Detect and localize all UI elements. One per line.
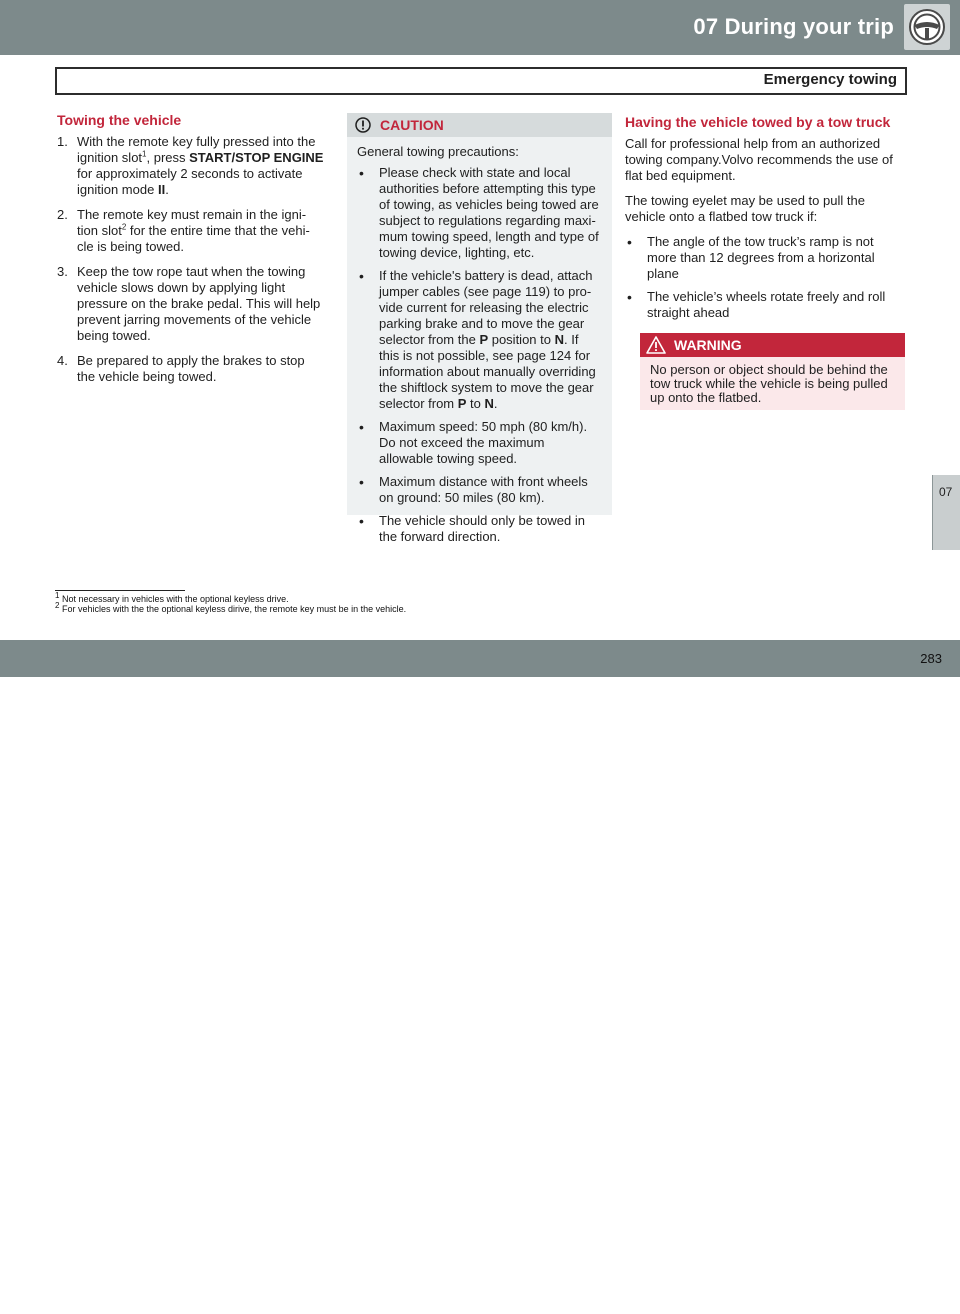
step-text: , press xyxy=(146,150,190,165)
footnote-1 xyxy=(55,591,289,604)
section-bar xyxy=(55,67,907,95)
bullet-text: Maximum speed: 50 mph (80 km/h). Do not exceed the maximum allowable towing speed. xyxy=(379,419,588,466)
warning-box xyxy=(640,333,905,410)
bullet-text: . xyxy=(493,396,498,411)
bullet-text: to xyxy=(466,396,485,411)
gear-letter: P xyxy=(457,396,467,411)
caution-list xyxy=(357,165,602,545)
gear-letter: N xyxy=(554,332,564,347)
bullet-text: The vehicle should only be towed in the forward direction. xyxy=(379,513,585,544)
tow-truck-paragraph-1: Call for professional help from an authorized towing company.Volvo recommends the use of flat bed equipment. xyxy=(625,136,893,183)
bullet-text: If the vehicle's battery is dead, attach jumper cables (see page 119) to pro-vide current for releasing the electric parking brake and to move the gear selector from the xyxy=(379,268,593,347)
bullet-text: The vehicle’s wheels rotate freely and roll straight ahead xyxy=(647,289,886,320)
list-item xyxy=(357,419,602,467)
step-emphasis: START/STOP ENGINE xyxy=(189,150,324,165)
list-item xyxy=(57,264,325,344)
gear-letter: P xyxy=(479,332,489,347)
bullet-dot: • xyxy=(359,268,364,284)
footnote-text: For vehicles with the the optional keyless dirive, the remote key must be in the vehicle. xyxy=(61,604,407,614)
bullet-text: Maximum distance with front wheels on ground: 50 miles (80 km). xyxy=(379,474,588,505)
tow-truck-paragraph-2: The towing eyelet may be used to pull the vehicle onto a flatbed tow truck if: xyxy=(625,193,865,224)
exclamation-icon xyxy=(355,117,371,133)
tow-truck-conditions xyxy=(625,234,905,321)
bullet-text: . If this is not possible, see page 124 for information about manually overriding the shiftlock system to move the gear selector from xyxy=(379,332,596,411)
caution-box xyxy=(347,113,612,544)
step-number: 1. xyxy=(57,134,68,149)
caution-title: CAUTION xyxy=(380,117,444,133)
tow-truck-heading: Having the vehicle towed by a tow truck xyxy=(625,114,891,130)
footnote-2 xyxy=(55,601,407,614)
list-item xyxy=(357,513,602,545)
step-text: for approximately 2 seconds to activate ignition mode xyxy=(77,166,303,197)
bullet-dot: • xyxy=(359,474,364,490)
towing-section xyxy=(57,112,325,394)
footnote-divider xyxy=(55,590,185,591)
step-text: . xyxy=(165,182,169,197)
footnote-ref: 1 xyxy=(142,149,147,159)
step-text: Be prepared to apply the brakes to stop the vehicle being towed. xyxy=(77,353,305,384)
list-item xyxy=(57,134,325,198)
towing-heading: Towing the vehicle xyxy=(57,112,182,128)
header-bar xyxy=(0,0,960,55)
list-item xyxy=(357,268,602,412)
steering-wheel-icon xyxy=(904,4,950,50)
bullet-dot: • xyxy=(359,165,364,181)
list-item xyxy=(57,207,325,255)
step-text: The remote key must remain in the igni-tion slot xyxy=(77,207,307,238)
step-text: Keep the tow rope taut when the towing vehicle slows down by applying light pressure on the brake pedal. This will help prevent jarring movements of the vehicle being towed. xyxy=(77,264,321,343)
list-item xyxy=(625,289,905,321)
bullet-dot: • xyxy=(627,234,632,250)
step-number: 2. xyxy=(57,207,68,222)
list-item xyxy=(57,353,325,385)
chapter-tab xyxy=(932,475,960,550)
caution-body xyxy=(347,137,612,545)
bullet-text: position to xyxy=(488,332,555,347)
tow-truck-section xyxy=(625,114,905,328)
step-number: 3. xyxy=(57,264,68,279)
warning-triangle-icon xyxy=(646,336,666,354)
footnote-mark: 2 xyxy=(55,601,60,610)
caution-header xyxy=(347,113,612,137)
step-text: With the remote key fully pressed into the ignition slot xyxy=(77,134,316,165)
caution-intro: General towing precautions: xyxy=(357,144,519,159)
chapter-icon-box xyxy=(904,4,950,50)
bullet-dot: • xyxy=(627,289,632,305)
list-item xyxy=(357,474,602,506)
warning-title: WARNING xyxy=(674,337,742,353)
footnote-mark: 1 xyxy=(55,591,60,600)
warning-text: No person or object should be behind the tow truck while the vehicle is being pulled up onto the flatbed. xyxy=(650,362,888,405)
bullet-dot: • xyxy=(359,513,364,529)
bullet-text: The angle of the tow truck’s ramp is not more than 12 degrees from a horizontal plane xyxy=(647,234,875,281)
section-title: Emergency towing xyxy=(763,71,897,88)
step-emphasis: II xyxy=(157,182,166,197)
footnote-ref: 2 xyxy=(121,222,127,232)
footnote-text: Not necessary in vehicles with the optional keyless drive. xyxy=(61,594,289,604)
chapter-title: 07 During your trip xyxy=(693,14,894,39)
towing-steps xyxy=(57,134,325,385)
step-text: for the entire time that the vehi-cle is being towed. xyxy=(77,223,310,254)
bullet-text: Please check with state and local authorities before attempting this type of towing, as vehicles being towed are subject to regulations regarding maxi-mum towing speed, length and type of towing device, lighting, etc. xyxy=(379,165,599,260)
chapter-tab-label: 07 xyxy=(939,485,953,499)
list-item xyxy=(625,234,905,282)
warning-header xyxy=(640,333,905,357)
step-number: 4. xyxy=(57,353,68,368)
gear-letter: N xyxy=(484,396,494,411)
footer-bar xyxy=(0,640,960,1313)
watermark: carmanualsonline.info xyxy=(570,1291,793,1313)
bullet-dot: • xyxy=(359,419,364,435)
page-number: 283 xyxy=(920,651,942,666)
list-item xyxy=(357,165,602,261)
